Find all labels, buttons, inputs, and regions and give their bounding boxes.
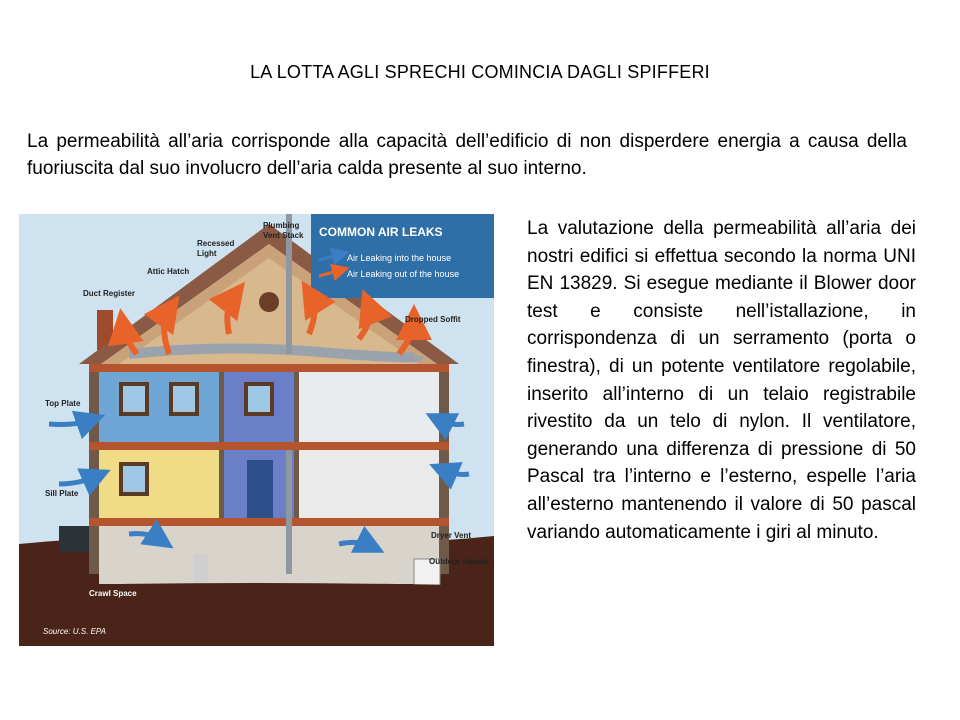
label-recessed-light-2: Light (197, 249, 217, 258)
label-crawl-space: Crawl Space (89, 589, 137, 598)
label-outdoor-faucet: Outdoor Faucet (429, 557, 489, 566)
label-recessed-light-1: Recessed (197, 239, 235, 248)
label-dropped-soffit: Dropped Soffit (405, 315, 461, 324)
air-leaks-illustration (19, 214, 494, 646)
legend-out-label: Air Leaking out of the house (347, 269, 460, 279)
legend-title: COMMON AIR LEAKS (319, 225, 443, 239)
label-attic-hatch: Attic Hatch (147, 267, 190, 276)
label-plumbing-vent-stack-2: Vent Stack (263, 231, 304, 240)
label-top-plate: Top Plate (45, 399, 81, 408)
label-duct-register: Duct Register (83, 289, 136, 298)
label-plumbing-vent-stack-1: Plumbing (263, 221, 300, 230)
legend-in-label: Air Leaking into the house (347, 253, 452, 263)
intro-paragraph: La permeabilità all’aria corrisponde alla capacità dell’edificio di non disperdere energia a causa della fuoriuscita dal suo involucro dell’aria calda presente al suo interno. (27, 131, 907, 179)
label-source: Source: U.S. EPA (43, 627, 106, 636)
label-sill-plate: Sill Plate (45, 489, 79, 498)
body-paragraph: La valutazione della permeabilità all’aria dei nostri edifici si effettua secondo la norma UNI EN 13829. Si esegue mediante il Blower door test e consiste nell’istallazione, in corrispondenza di un serramento (porta o finestra), di un potente ventilatore regolabile, inserito all’interno di un telaio registrabile rivestito da un telo di nylon. Il ventilatore, generando una differenza di pressione di 50 Pascal tra l’interno e l’esterno, espelle l’aria all’esterno mantenendo il valore di 50 pascal variando automaticamente i giri al minuto. (527, 218, 916, 543)
slide-title: LA LOTTA AGLI SPRECHI COMINCIA DAGLI SPIFFERI (250, 62, 710, 82)
label-dryer-vent: Dryer Vent (431, 531, 472, 540)
